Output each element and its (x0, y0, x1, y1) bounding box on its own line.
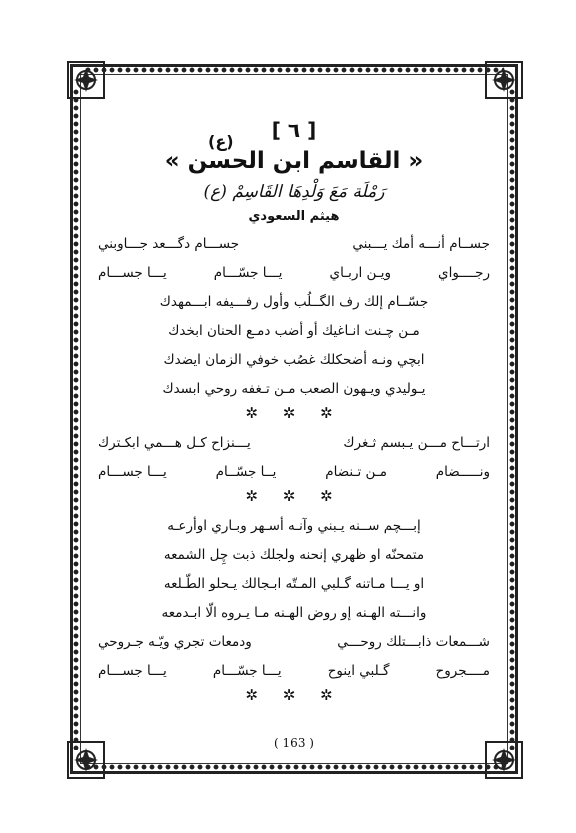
refrain-part: گـلبي اينوح (327, 663, 390, 679)
refrain-part: يـــا جســـام (98, 464, 167, 480)
stanza-separator: ✲ ✲ ✲ (245, 487, 343, 505)
poem-title: « القاسم ابن الحسن » (164, 148, 424, 174)
verse-line: او يـــا مـاتنه گـلبي المـتّه ابـجالك يـحلو الطّـلعه (163, 576, 425, 592)
border-ornament-bottom (84, 763, 504, 771)
refrain-part: رجــــواي (438, 265, 490, 281)
refrain-part: يـــا جســـام (98, 663, 167, 679)
refrain-part: ويـن اربـاي (329, 265, 392, 281)
refrain-part: يـــا جســـام (98, 265, 167, 281)
poem-subtitle: رَمْلَة مَعَ وَلْدِهَا القَاسِمْ (ع) (203, 182, 385, 202)
verse-hemistich-left: يـــنزاح كـل هـــمي ابكـترك (98, 435, 251, 451)
verse-line (98, 634, 490, 650)
verse-line (98, 236, 490, 252)
verse-hemistich-left: ودمعات تجري ويّـه جـروحي (98, 634, 252, 650)
verse-hemistich-right: ارتـــاح مـــن يـبسم ثـغرك (343, 435, 490, 451)
verse-line: جسّــام إلك رف الگــلُب وأول رفـــيفه ابـــمهدك (159, 294, 429, 310)
refrain-part: يـــا جسّـــام (212, 663, 282, 679)
verse-line: وانـــته الهـنه إو روض الهـنه مـا يـروه الّا ابـدمعه (161, 605, 427, 621)
page-content (92, 90, 496, 750)
verse-line: يـوليدي ويـهون الصعب مـن تـغفه روحي ابسدك (162, 381, 426, 397)
border-ornament-left (72, 88, 80, 750)
verse-line-refrain (98, 663, 490, 679)
verse-hemistich-right: جســام أنـــه أمك يـــبني (352, 236, 490, 252)
stanza-separator: ✲ ✲ ✲ (245, 686, 343, 704)
verse-line-refrain (98, 464, 490, 480)
verse-line-refrain (98, 265, 490, 281)
refrain-part: مــــجروح (435, 663, 490, 679)
verse-hemistich-right: شـــمعات ذابـــتلك روحـــي (337, 634, 490, 650)
verse-line: ابچي ونـه أضحكلك غصُب خوفي الزمان ايضدك (163, 352, 425, 368)
refrain-part: مـن تـنضام (325, 464, 387, 480)
poet-name: هيثم السعودي (248, 209, 340, 224)
border-ornament-top (84, 66, 504, 74)
title-marker: (ع) (208, 132, 234, 151)
verse-line: مـن چـنت انـاغيك أو أضب دمـع الحنان ابخدك (168, 323, 420, 339)
refrain-part: ونـــــضام (435, 464, 490, 480)
page-number: ( 163 ) (274, 736, 314, 750)
verse-line (98, 435, 490, 451)
verse-line: إبـــچم ســنه يـبني وآنـه أسـهر وبـاري اوأرعـه (167, 518, 421, 534)
poem-number: [ ٦ ] (271, 118, 317, 142)
refrain-part: يــا جسّــام (215, 464, 277, 480)
verse-line: متمحنّه او ظهري إنحنه ولجلك ذبت چِل الشمعه (163, 547, 425, 563)
refrain-part: يـــا جسّـــام (213, 265, 283, 281)
stanza-separator: ✲ ✲ ✲ (245, 404, 343, 422)
border-ornament-right (508, 88, 516, 750)
verse-hemistich-left: جســـام دگـــعد جـــاوبني (98, 236, 240, 252)
